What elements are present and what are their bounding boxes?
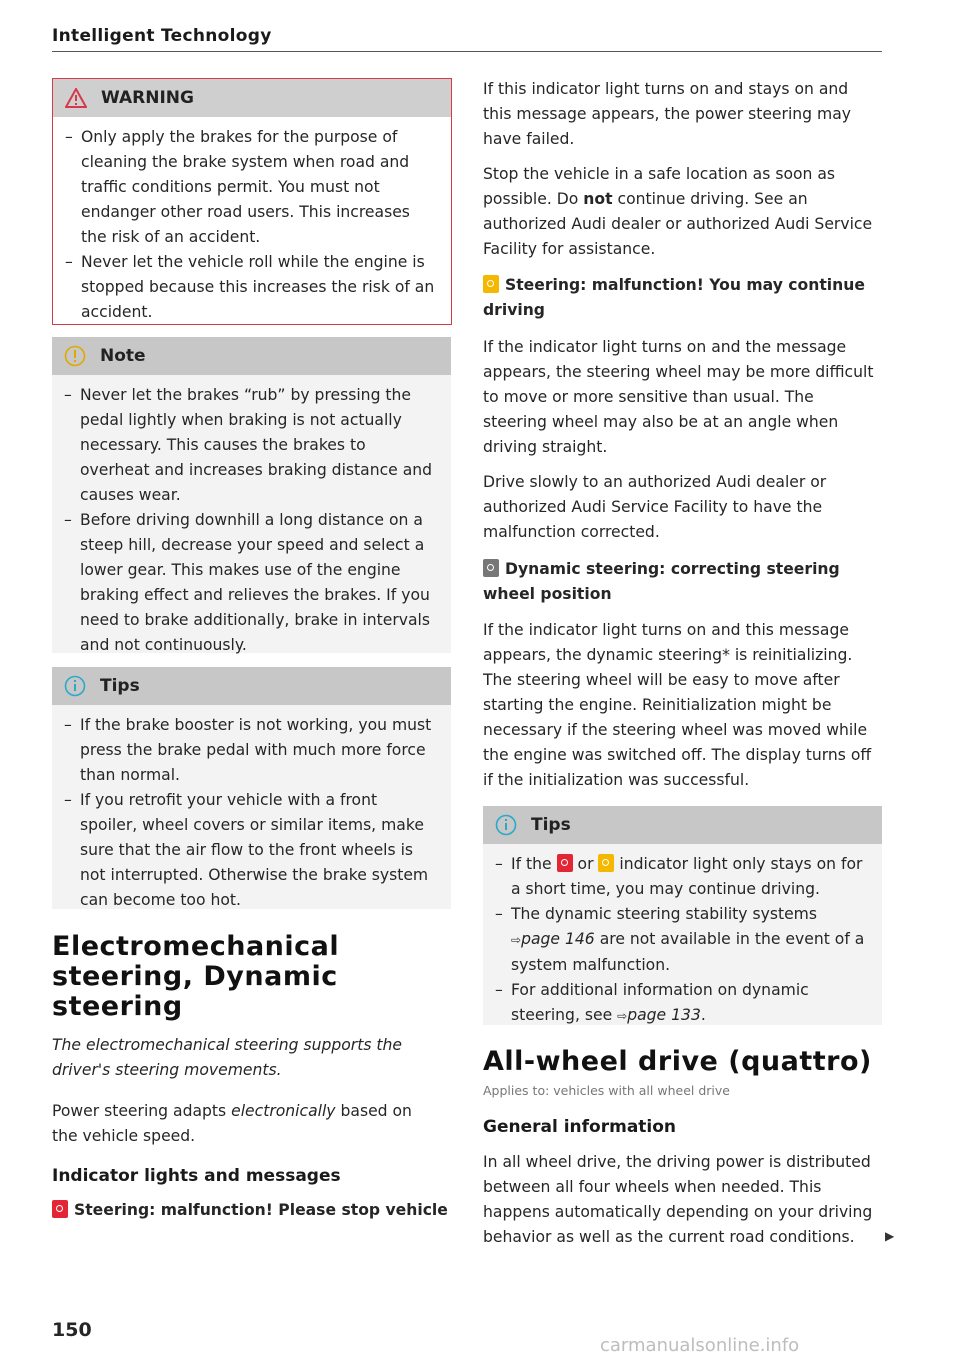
warning-list	[53, 117, 451, 331]
tips-header	[483, 806, 882, 844]
warning-title: WARNING	[101, 88, 194, 108]
heading-text: Dynamic steering: correcting steering wheel position	[483, 560, 840, 603]
continue-driving-heading	[483, 273, 873, 323]
warning-triangle-icon	[65, 88, 87, 108]
warning-header	[53, 79, 451, 117]
heading-text: Steering: malfunction! You may continue driving	[483, 276, 865, 319]
list-item	[495, 978, 870, 1029]
section-title	[52, 932, 452, 1022]
awd-title: All-wheel drive (quattro)	[483, 1046, 872, 1077]
list-item	[495, 902, 870, 978]
steering-warning-red-icon	[557, 854, 573, 872]
section-title-line: steering, Dynamic	[52, 961, 338, 992]
section-title-line: Electromechanical	[52, 931, 340, 962]
info-circle-icon	[495, 814, 517, 836]
tips-list	[52, 705, 451, 919]
paragraph: In all wheel drive, the driving power is distributed between all four wheels when needed. This happens automatically depending on your driving behavior as well as the current road conditions.	[483, 1153, 873, 1246]
paragraph: If the indicator light turns on and the message appears, the steering wheel may be more difficult to move or more sensitive than usual. The steering wheel may also be at an angle when driving straight.	[483, 338, 874, 456]
tips-box-left	[52, 667, 451, 909]
page-reference-arrow-icon: ⇨	[511, 933, 522, 947]
steering-warning-yellow-icon	[483, 559, 499, 577]
paragraph	[483, 162, 883, 262]
steering-warning-yellow-icon	[598, 854, 614, 872]
text-run: are not available in the event of a system malfunction.	[511, 930, 865, 974]
watermark: carmanualsonline.info	[600, 1335, 800, 1356]
text-run: The dynamic steering stability systems	[511, 905, 817, 923]
steering-warning-red-icon	[52, 1200, 68, 1218]
paragraph: Drive slowly to an authorized Audi dealer or authorized Audi Service Facility to have the malfunction corrected.	[483, 473, 827, 541]
paragraph: If the indicator light turns on and this message appears, the dynamic steering* is reinitializing. The steering wheel will be easy to move after starting the engine. Reinitialization might be necessary if the steering wheel was moved while the engine was switched off. The display turns off if the initialization was successful.	[483, 621, 872, 789]
text-run: or	[572, 855, 599, 873]
page-reference-arrow-icon: ⇨	[617, 1009, 628, 1023]
text-run: .	[700, 1006, 706, 1024]
note-header	[52, 337, 451, 375]
text-run: based on the vehicle speed.	[52, 1102, 412, 1145]
list-item: – Never let the brakes “rub” by pressing the pedal lightly when braking is not actually necessary. This causes the brakes to overheat and increases braking distance and causes wear.	[64, 383, 439, 508]
page-header	[52, 26, 882, 46]
tips-title: Tips	[100, 676, 140, 696]
text-run: Stop the vehicle in a safe location as soon as possible. Do	[483, 165, 836, 208]
tips-title: Tips	[531, 815, 571, 835]
steering-warning-yellow-icon	[483, 275, 499, 293]
note-box	[52, 337, 451, 653]
tips-box-right	[483, 806, 882, 1025]
list-item: – Only apply the brakes for the purpose of cleaning the brake system when road and traffic conditions permit. You must not endanger other road users. This increases the risk of an accident.	[65, 125, 439, 250]
page-reference-link[interactable]: page 133	[627, 1006, 701, 1024]
list-item: – If the brake booster is not working, you must press the brake pedal with much more force than normal.	[64, 713, 439, 788]
section-intro: The electromechanical steering supports the driver's steering movements.	[52, 1036, 402, 1079]
exclamation-circle-icon	[64, 345, 86, 367]
page-reference-link[interactable]: page 146	[521, 930, 595, 948]
stop-vehicle-heading	[52, 1198, 452, 1223]
general-info-heading: General information	[483, 1117, 677, 1137]
text-run: indicator light only stays on for a short time, you may continue driving.	[511, 855, 863, 898]
list-item	[495, 852, 870, 902]
text-run: If the	[511, 855, 557, 873]
continue-arrow-icon: ▶	[885, 1229, 895, 1243]
header-rule	[52, 51, 882, 52]
note-list	[52, 375, 451, 664]
text-run: Power steering adapts	[52, 1102, 232, 1120]
dynamic-steering-heading	[483, 557, 883, 607]
power-steering-paragraph	[52, 1099, 442, 1149]
chapter-title: Intelligent Technology	[52, 26, 272, 46]
tips-header	[52, 667, 451, 705]
text-run: continue driving. See an authorized Audi dealer or authorized Audi Service Facility for assistance.	[483, 190, 873, 258]
list-item: – Before driving downhill a long distance on a steep hill, decrease your speed and select a lower gear. This makes use of the engine braking effect and relieves the brakes. If you need to brake additionally, brake in intervals and not continuously.	[64, 508, 439, 658]
list-item: – If you retrofit your vehicle with a front spoiler, wheel covers or similar items, make sure that the air flow to the front wheels is not interrupted. Otherwise the brake system can become too hot.	[64, 788, 439, 913]
list-item: – Never let the vehicle roll while the engine is stopped because this increases the risk of an accident.	[65, 250, 439, 325]
paragraph: If this indicator light turns on and stays on and this message appears, the power steering may have failed.	[483, 80, 851, 148]
heading-text: Steering: malfunction! Please stop vehicle	[74, 1201, 448, 1219]
text-run: electronically	[231, 1102, 336, 1120]
applies-note: Applies to: vehicles with all wheel drive	[483, 1083, 730, 1098]
note-title: Note	[100, 346, 146, 366]
tips-list	[483, 844, 882, 1035]
info-circle-icon	[64, 675, 86, 697]
warning-box	[52, 78, 452, 325]
text-run: For additional information on dynamic steering, see	[511, 981, 809, 1024]
text-run: not	[583, 190, 613, 208]
indicator-heading: Indicator lights and messages	[52, 1166, 341, 1186]
section-title-line: steering	[52, 991, 183, 1022]
page-number: 150	[52, 1319, 92, 1341]
